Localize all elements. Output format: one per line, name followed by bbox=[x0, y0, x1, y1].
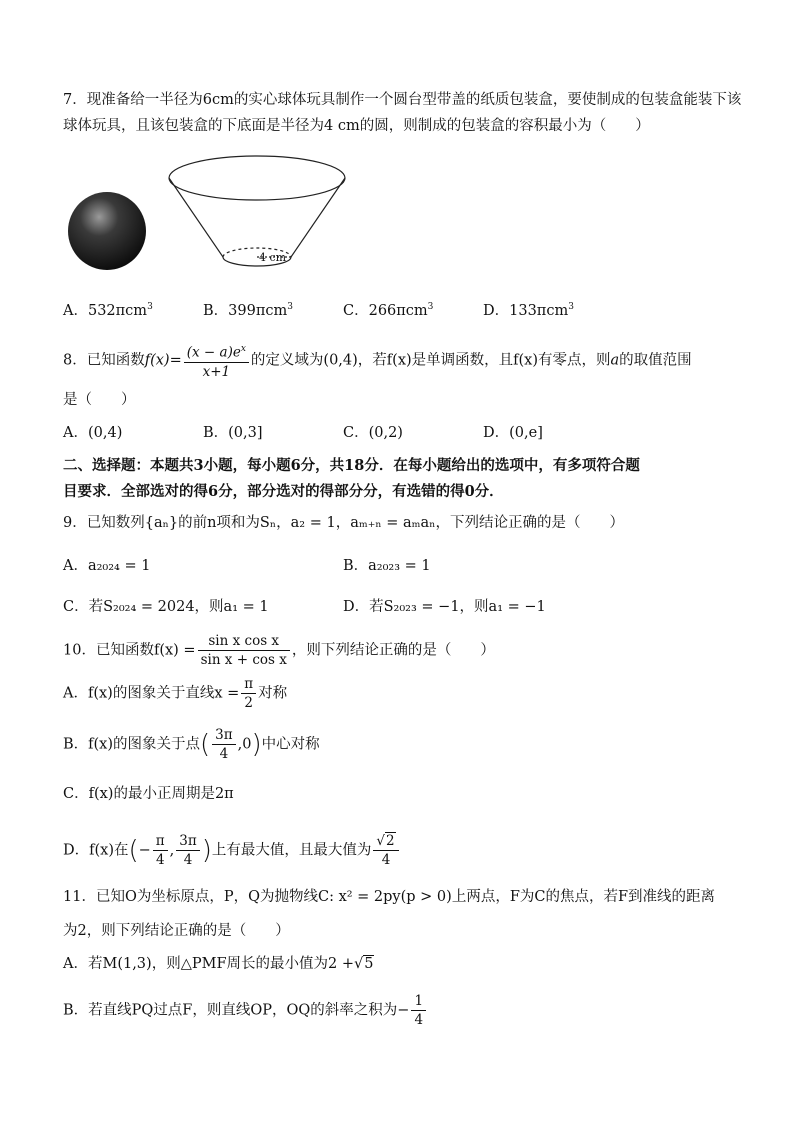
section-2-heading-line1: 二、选择题：本题共3小题，每小题6分，共18分．在每小题给出的选项中，有多项符合题 bbox=[63, 457, 640, 474]
q7-option-b: B．399πcm$^3$ bbox=[203, 302, 293, 319]
q7-option-c: C．266πcm$^3$ bbox=[343, 302, 434, 319]
q10-option-c: C．f(x)的最小正周期是2π bbox=[63, 786, 234, 802]
q9-option-c: C．若S₂₀₂₄ = 2024，则a₁ = 1 bbox=[63, 599, 269, 615]
q9-option-a: A．a₂₀₂₄ = 1 bbox=[63, 558, 151, 574]
q11-option-b: B．若直线PQ过点F，则直线OP，OQ的斜率之积为− $\frac{1}{4}$ bbox=[63, 992, 428, 1029]
q9-stem: 9．已知数列{aₙ}的前n项和为Sₙ，a₂ = 1，aₘ₊ₙ = aₘaₙ，下列结论正确的是（ ） bbox=[63, 515, 624, 531]
q8-stem-line2: 是（ ） bbox=[63, 392, 136, 408]
q10-option-a: A．f(x)的图象关于直线x = $\frac{\pi}{2}$ 对称 bbox=[63, 676, 288, 711]
q10-fraction: $\frac{\text{sin x cos x}}{\text{sin x + cos x}}$ bbox=[198, 632, 290, 669]
q8-option-d: D．(0,e] bbox=[483, 425, 543, 441]
frustum-radius-label: 4 cm bbox=[259, 251, 287, 264]
q9-option-d: D．若S₂₀₂₃ = −1，则a₁ = −1 bbox=[343, 599, 546, 615]
q11-stem-line2: 为2，则下列结论正确的是（ ） bbox=[63, 923, 290, 939]
ball-image bbox=[68, 192, 146, 270]
q11-option-a: A．若M(1,3)，则△PMF周长的最小值为2 +√5 bbox=[63, 956, 374, 972]
q11-stem-line1: 11．已知O为坐标原点，P，Q为抛物线C: x² = 2py(p > 0)上两点，F为C的焦点，若F到准线的距离 bbox=[63, 889, 716, 905]
q7-option-a: A．532πcm$^3$ bbox=[63, 302, 153, 319]
q8-option-a: A．(0,4) bbox=[63, 425, 123, 441]
q8-option-c: C．(0,2) bbox=[343, 425, 403, 441]
q8-fraction: $\frac{(x - a)e^x}{x+1}$ bbox=[184, 340, 249, 381]
q8-stem-line1: 8．已知函数f(x)= $\frac{(x - a)e^x}{x+1}$ 的定义域为(0,4)，若f(x)是单调函数，且f(x)有零点，则a的取值范围 bbox=[63, 340, 692, 381]
frustum-image bbox=[169, 156, 345, 266]
q7-stem-line2: 球体玩具，且该包装盒的下底面是半径为4 cm的圆，则制成的包装盒的容积最小为（ ） bbox=[63, 118, 650, 134]
q10-stem: 10．已知函数f(x) = $\frac{\text{sin x cos x}}{\text{sin x + cos x}}$ ，则下列结论正确的是（ ） bbox=[63, 633, 495, 668]
q10-option-b: B．f(x)的图象关于点( $\frac{3\pi}{4}$ ,0)中心对称 bbox=[63, 727, 320, 762]
q7-stem-line1: 7．现准备给一半径为6cm的实心球体玩具制作一个圆台型带盖的纸质包装盒，要使制成的包装盒能装下该 bbox=[63, 92, 742, 108]
q10-option-d: D．f(x)在(− $\frac{\pi}{4}$ , $\frac{3\pi}{4}$ )上有最大值，且最大值为 $\frac{√2}{4}$ bbox=[63, 832, 401, 869]
q8-option-b: B．(0,3] bbox=[203, 425, 263, 441]
q7-option-d: D．133πcm$^3$ bbox=[483, 302, 574, 319]
q7-figure bbox=[60, 145, 360, 275]
q9-option-b: B．a₂₀₂₃ = 1 bbox=[343, 558, 431, 574]
section-2-heading-line2: 目要求．全部选对的得6分，部分选对的得部分分，有选错的得0分． bbox=[63, 483, 504, 500]
